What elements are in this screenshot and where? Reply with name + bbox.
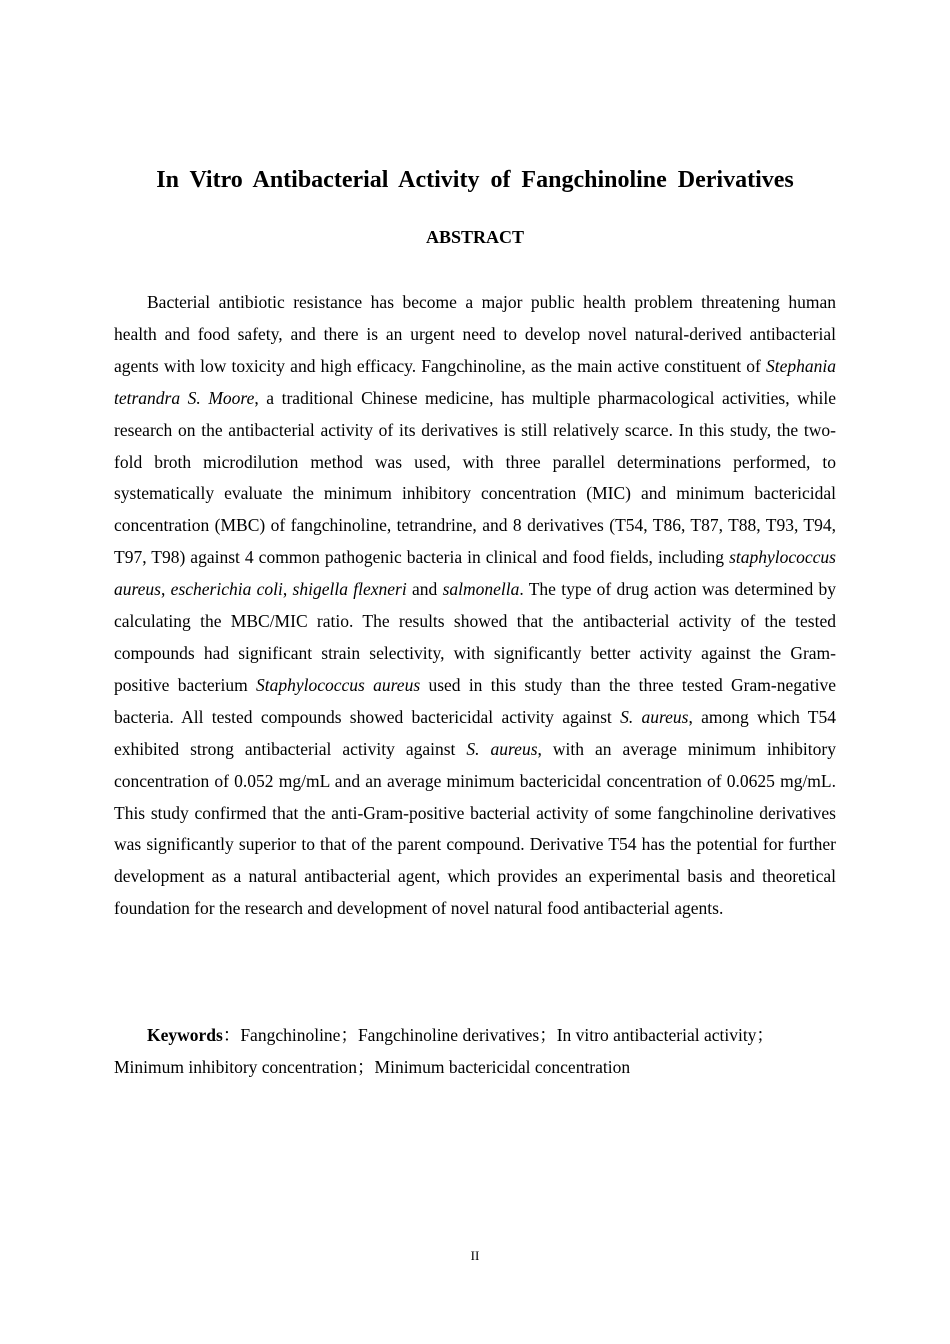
abstract-italic-term: shigella flexneri xyxy=(292,579,407,600)
abstract-text-run: , with an average minimum inhibitory concentration of 0.052 mg/mL and an average minimum bactericidal concentration of 0.0625 mg/mL. This study confirmed that the anti-Gram-positive bacterial activity of some fangchinoline derivatives was significantly superior to that of the parent compound. Derivative T54 has the potential for further development as a natural antibacterial agent, which provides an experimental basis and theoretical foundation for the research and development of novel natural food antibacterial agents. xyxy=(114,738,836,919)
abstract-body xyxy=(114,287,836,925)
abstract-italic-term: Staphylococcus aureus xyxy=(255,674,421,695)
keywords-separator: ： xyxy=(222,1025,241,1045)
abstract-italic-term: Stephania tetrandra S. Moore xyxy=(114,355,836,408)
abstract-italic-term: salmonella xyxy=(442,579,520,600)
abstract-text-run: used in this study than the three tested Gram-negative bacteria. All tested compounds showed bactericidal activity against xyxy=(114,674,836,727)
abstract-text-run: , a traditional Chinese medicine, has multiple pharmacological activities, while research on the antibacterial activity of its derivatives is still relatively scarce. In this study, the two-fold broth microdilution method was used, with three parallel determinations performed, to systematically evaluate the minimum inhibitory concentration (MIC) and minimum bactericidal concentration (MBC) of fangchinoline, tetrandrine, and 8 derivatives (T54, T86, T87, T88, T93, T94, T97, T98) against 4 common pathogenic bacteria in clinical and food fields, including xyxy=(114,387,836,568)
abstract-italic-term: S. aureus xyxy=(620,706,689,727)
abstract-italic-term: S. aureus xyxy=(466,738,538,759)
page-number: II xyxy=(470,1248,480,1263)
abstract-text-run: , among which T54 exhibited strong antibacterial activity against xyxy=(114,706,836,759)
keywords-list: Fangchinoline；Fangchinoline derivatives；In vitro antibacterial activity；Minimum inhibitory concentration；Minimum bactericidal concentration xyxy=(114,1025,774,1077)
keywords-label: Keywords xyxy=(147,1025,223,1045)
abstract-italic-term: escherichia coli xyxy=(170,579,283,600)
abstract-heading: ABSTRACT xyxy=(425,227,525,247)
abstract-text-run: . The type of drug action was determined by calculating the MBC/MIC ratio. The results showed that the antibacterial activity of the tested compounds had significant strain selectivity, with significantly better activity against the Gram-positive bacterium xyxy=(114,579,836,695)
abstract-text-run: , xyxy=(161,579,171,600)
abstract-text-run: Bacterial antibiotic resistance has become a major public health problem threatening human health and food safety, and there is an urgent need to develop novel natural-derived antibacterial agents with low toxicity and high efficacy. Fangchinoline, as the main active constituent of xyxy=(114,292,836,376)
paper-title: In Vitro Antibacterial Activity of Fangchinoline Derivatives xyxy=(156,167,794,193)
abstract-text-run: , xyxy=(282,579,293,600)
keywords-paragraph xyxy=(114,1019,836,1083)
abstract-text-run: and xyxy=(406,579,443,600)
abstract-italic-term: staphylococcus aureus xyxy=(114,547,836,600)
